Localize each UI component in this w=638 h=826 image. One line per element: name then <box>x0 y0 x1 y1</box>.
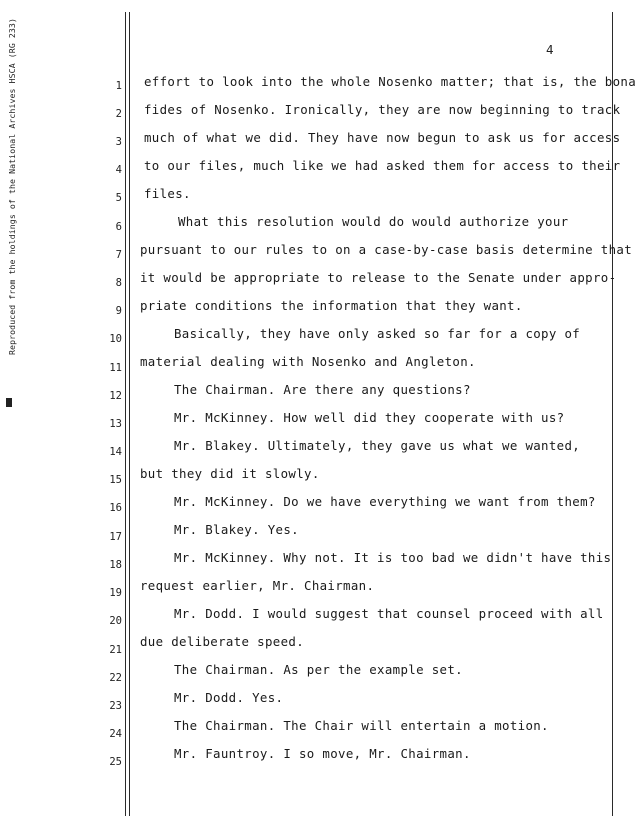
line-number: 24 <box>109 728 122 740</box>
line-number: 1 <box>115 80 122 92</box>
transcript-line: The Chairman. Are there any questions? <box>174 382 471 397</box>
transcript-line: it would be appropriate to release to the Senate under appro- <box>140 270 617 285</box>
archive-stamp-text: Reproduced from the holdings of the National Archives HSCA (RG 233) <box>7 18 17 355</box>
archive-margin-stamp <box>4 18 20 418</box>
line-number: 6 <box>115 221 122 233</box>
transcript-line: Basically, they have only asked so far for a copy of <box>174 326 581 341</box>
left-margin-rule-inner <box>129 12 130 816</box>
line-number: 7 <box>115 249 122 261</box>
line-number: 5 <box>115 192 122 204</box>
line-number: 21 <box>109 644 122 656</box>
line-number: 4 <box>115 164 122 176</box>
transcript-line: Mr. Dodd. Yes. <box>174 690 284 705</box>
left-margin-rule-outer <box>125 12 126 816</box>
line-number: 18 <box>109 559 122 571</box>
line-number: 11 <box>109 362 122 374</box>
transcript-line: Mr. Dodd. I would suggest that counsel proceed with all <box>174 606 604 621</box>
transcript-line: The Chairman. The Chair will entertain a motion. <box>174 718 549 733</box>
line-number: 25 <box>109 756 122 768</box>
page-number: 4 <box>546 42 554 57</box>
line-number: 10 <box>109 333 122 345</box>
transcript-line: Mr. McKinney. Why not. It is too bad we didn't have this <box>174 550 612 565</box>
transcript-line: due deliberate speed. <box>140 634 305 649</box>
transcript-line: Mr. Blakey. Ultimately, they gave us what we wanted, <box>174 438 581 453</box>
line-number: 23 <box>109 700 122 712</box>
transcript-line: request earlier, Mr. Chairman. <box>140 578 375 593</box>
transcript-line: priate conditions the information that they want. <box>140 298 523 313</box>
transcript-line: but they did it slowly. <box>140 466 320 481</box>
line-number: 15 <box>109 474 122 486</box>
transcript-line: The Chairman. As per the example set. <box>174 662 463 677</box>
line-number: 14 <box>109 446 122 458</box>
transcript-line: pursuant to our rules to on a case-by-case basis determine that <box>140 242 633 257</box>
line-number: 8 <box>115 277 122 289</box>
line-number: 12 <box>109 390 122 402</box>
transcript-line: much of what we did. They have now begun to ask us for access <box>144 130 621 145</box>
line-number: 22 <box>109 672 122 684</box>
transcript-line: Mr. McKinney. Do we have everything we want from them? <box>174 494 596 509</box>
line-number: 19 <box>109 587 122 599</box>
transcript-line: What this resolution would do would authorize your <box>178 214 569 229</box>
line-number: 2 <box>115 108 122 120</box>
transcript-line: to our files, much like we had asked them for access to their <box>144 158 621 173</box>
line-number: 9 <box>115 305 122 317</box>
line-number: 20 <box>109 615 122 627</box>
transcript-line: Mr. McKinney. How well did they cooperate with us? <box>174 410 565 425</box>
line-number: 16 <box>109 502 122 514</box>
transcript-line: Mr. Fauntroy. I so move, Mr. Chairman. <box>174 746 471 761</box>
transcript-line: material dealing with Nosenko and Angleton. <box>140 354 476 369</box>
line-number: 3 <box>115 136 122 148</box>
transcript-line: fides of Nosenko. Ironically, they are now beginning to track <box>144 102 621 117</box>
transcript-line: Mr. Blakey. Yes. <box>174 522 299 537</box>
line-number: 13 <box>109 418 122 430</box>
archive-stamp-mark <box>6 398 12 407</box>
transcript-line: effort to look into the whole Nosenko matter; that is, the bona <box>144 74 637 89</box>
transcript-line: files. <box>144 186 191 201</box>
line-number: 17 <box>109 531 122 543</box>
